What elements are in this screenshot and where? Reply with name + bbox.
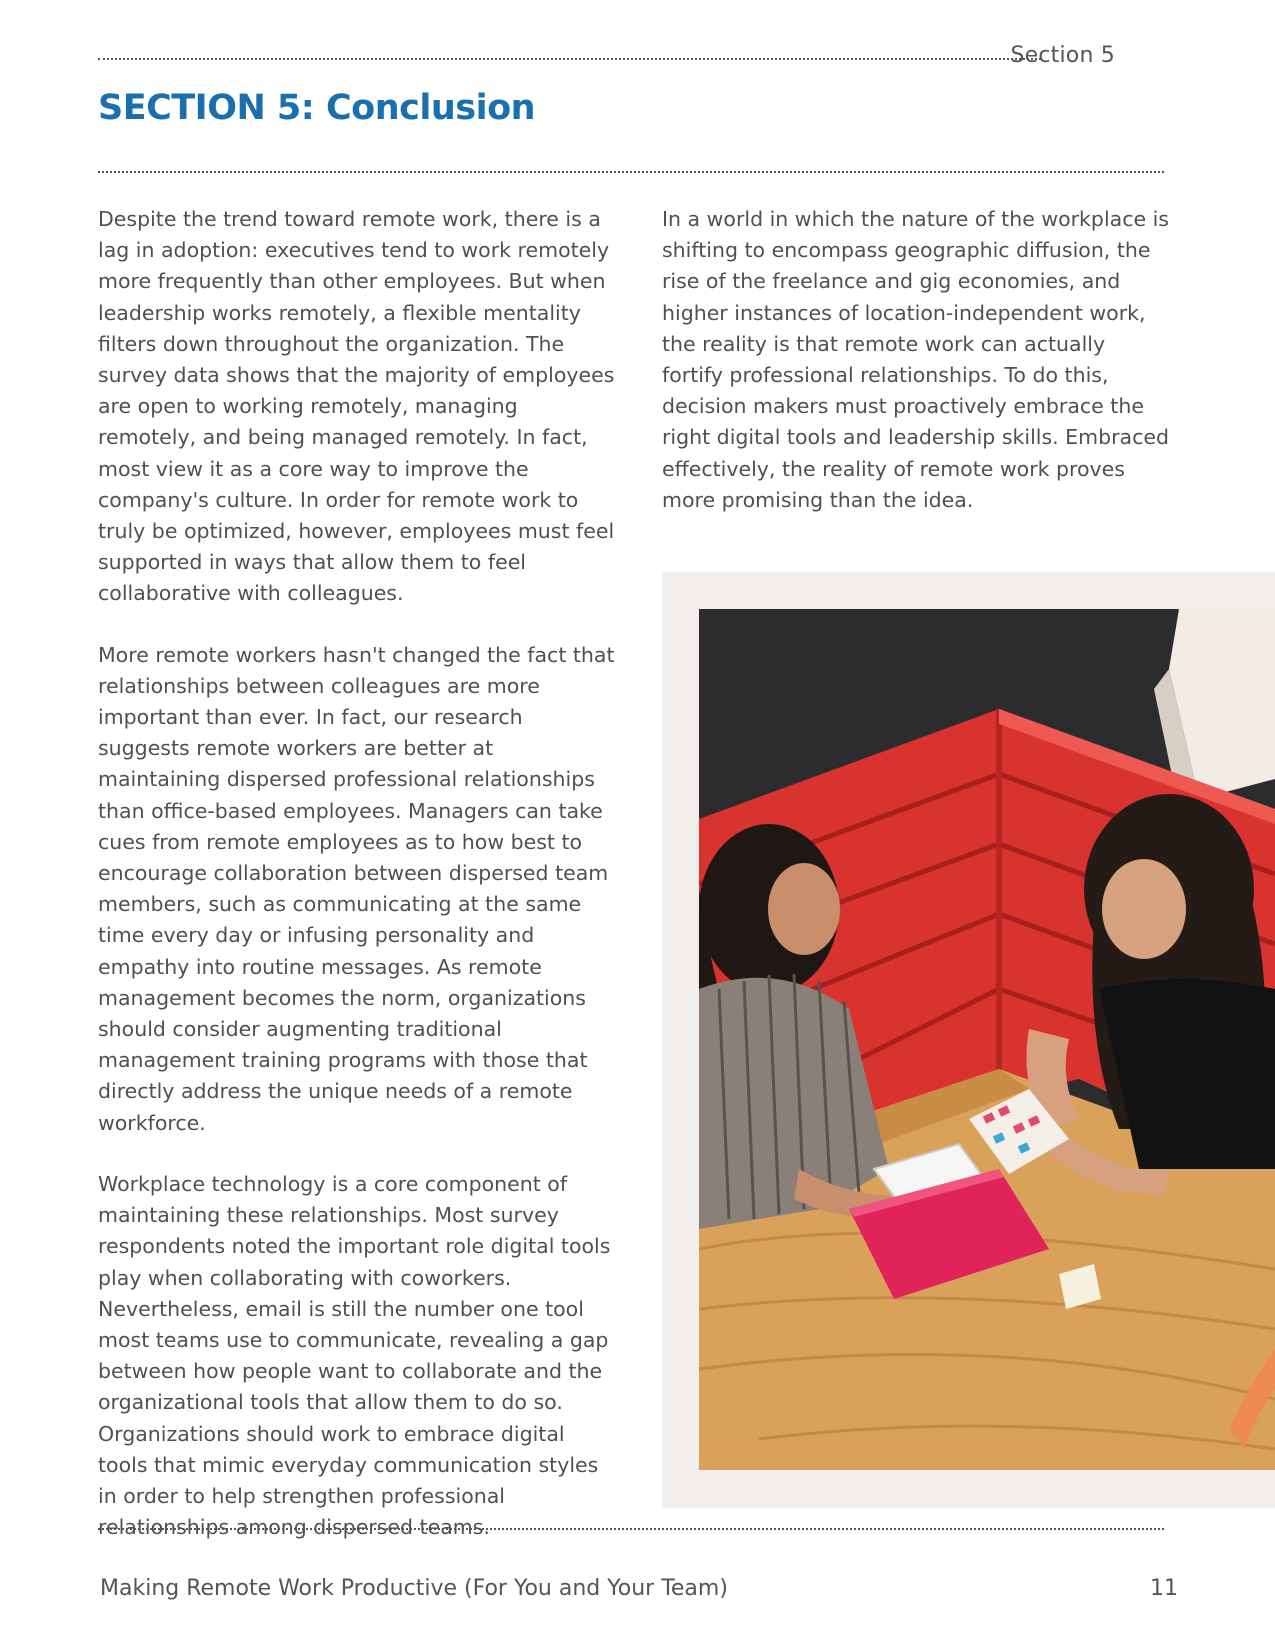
header-rule <box>98 58 1041 60</box>
right-column <box>662 204 1172 546</box>
left-column <box>98 204 618 1573</box>
photo-frame <box>662 572 1275 1508</box>
meeting-photo <box>699 609 1275 1470</box>
page-title: SECTION 5: Conclusion <box>98 88 536 128</box>
paragraph: Workplace technology is a core component of maintaining these relationships. Most survey respondents noted the important role digital tools play when collaborating with coworkers. Nevertheless, email is still the number one tool most teams use to communicate, revealing a gap between how people want to collaborate and the organizational tools that allow them to do so. Organizations should work to embrace digital tools that mimic everyday communication styles in order to help strengthen professional relationships among dispersed teams. <box>98 1171 611 1540</box>
footer-rule <box>98 1528 1164 1530</box>
paragraph: In a world in which the nature of the workplace is shifting to encompass geographic diffusion, the rise of the freelance and gig economies, and higher instances of location-independent work, the reality is that remote work can actually fortify professional relationships. To do this, decision makers must proactively embrace the right digital tools and leadership skills. Embraced effectively, the reality of remote work proves more promising than the idea. <box>662 207 1170 512</box>
page-number: 11 <box>1150 1576 1178 1601</box>
title-rule <box>98 171 1164 173</box>
footer-document-title: Making Remote Work Productive (For You and Your Team) <box>100 1576 728 1601</box>
paragraph: Despite the trend toward remote work, there is a lag in adoption: executives tend to work remotely more frequently than other employees. But when leadership works remotely, a flexible mentality filters down throughout the organization. The survey data shows that the majority of employees are open to working remotely, managing remotely, and being managed remotely. In fact, most view it as a core way to improve the company's culture. In order for remote work to truly be optimized, however, employees must feel supported in ways that allow them to feel collaborative with colleagues. <box>98 207 615 606</box>
paragraph: More remote workers hasn't changed the fact that relationships between colleagues are more important than ever. In fact, our research suggests remote workers are better at maintaining dispersed professional relationships than office-based employees. Managers can take cues from remote employees as to how best to encourage collaboration between dispersed team members, such as communicating at the same time every day or infusing personality and empathy into routine messages. As remote management becomes the norm, organizations should consider augmenting traditional management training programs with those that directly address the unique needs of a remote workforce. <box>98 642 615 1135</box>
section-label: Section 5 <box>1010 43 1115 68</box>
